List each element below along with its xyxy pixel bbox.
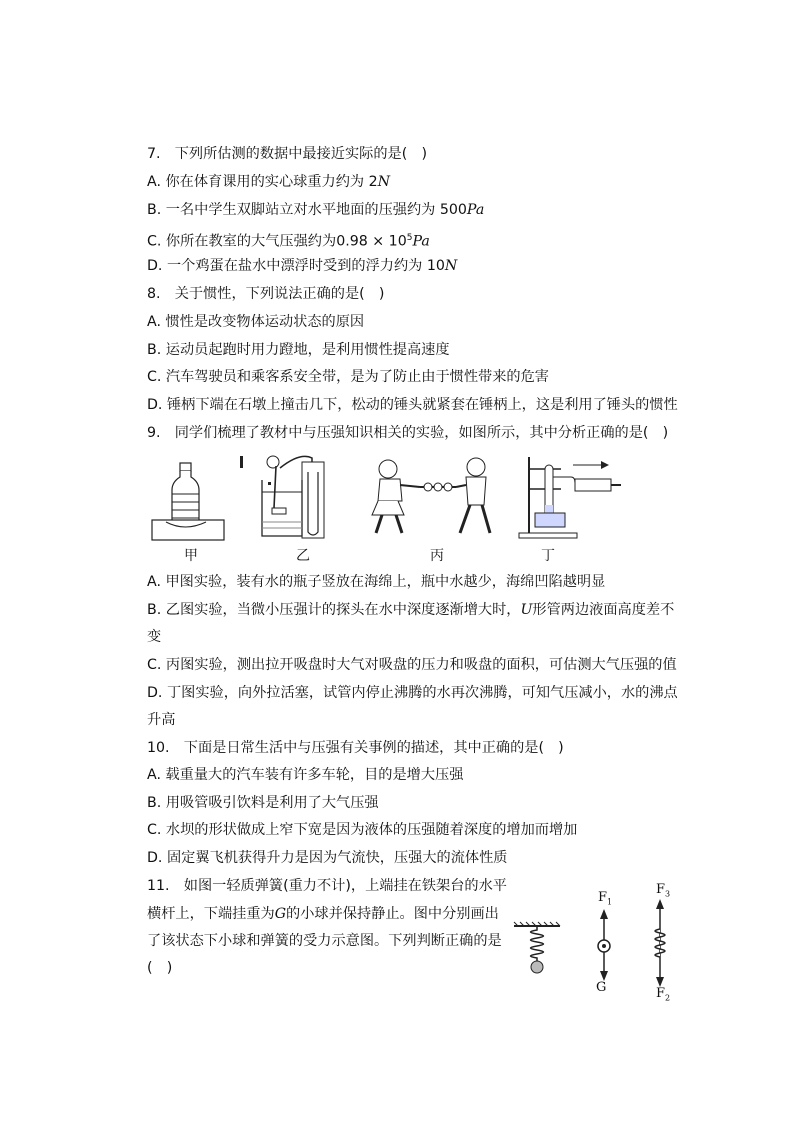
q11-stem-line4: ( ): [147, 960, 173, 976]
q9-option-d: D. 丁图实验，向外拉活塞，试管内停止沸腾的水再次沸腾，可知气压减小，水的沸点: [147, 685, 678, 701]
q9-option-d-cont: 升高: [147, 712, 176, 728]
q7-option-d: D. 一个鸡蛋在盐水中漂浮时受到的浮力约为 10N: [147, 258, 458, 274]
caption-yi: 乙: [296, 548, 310, 564]
caption-jia: 甲: [184, 548, 198, 564]
q10-option-c: C. 水坝的形状做成上窄下宽是因为液体的压强随着深度的增加而增加: [147, 822, 578, 838]
q8-option-c: C. 汽车驾驶员和乘客系安全带，是为了防止由于惯性带来的危害: [147, 369, 549, 385]
q11-stem-line1: 11. 如图一轻质弹簧(重力不计)，上端挂在铁架台的水平: [147, 878, 507, 894]
figure-bottle-on-sponge: [150, 460, 230, 542]
q10-option-b: B. 用吸管吸引饮料是利用了大气压强: [147, 795, 379, 811]
figure-spring-ball: [512, 920, 562, 980]
q8-option-a: A. 惯性是改变物体运动状态的原因: [147, 314, 365, 330]
q10-option-a: A. 载重量大的汽车装有许多车轮，目的是增大压强: [147, 767, 464, 783]
figure-pressure-gauge: [240, 452, 332, 542]
q9-stem: 9. 同学们梳理了教材中与压强知识相关的实验，如图所示，其中分析正确的是( ): [147, 425, 669, 441]
figure-ball-forces: [594, 905, 614, 985]
q10-option-d: D. 固定翼飞机获得升力是因为气流快，压强大的流体性质: [147, 850, 508, 866]
q9-option-b: B. 乙图实验，当微小压强计的探头在水中深度逐渐增大时，U形管两边液面高度差不: [147, 602, 675, 618]
figure-spring-forces: [648, 895, 672, 991]
caption-bing: 丙: [430, 548, 444, 564]
q8-option-d: D. 锤柄下端在石墩上撞击几下，松动的锤头就紧套在锤柄上，这是利用了锤头的惯性: [147, 397, 678, 413]
q10-stem: 10. 下面是日常生活中与压强有关事例的描述，其中正确的是( ): [147, 740, 564, 756]
q7-stem: 7. 下列所估测的数据中最接近实际的是( ): [147, 146, 427, 162]
q11-stem-line3: 了该状态下小球和弹簧的受力示意图。下列判断正确的是: [147, 933, 502, 949]
q8-option-b: B. 运动员起跑时用力蹬地，是利用惯性提高速度: [147, 342, 450, 358]
q11-stem-line2: 横杆上，下端挂重为G的小球并保持静止。图中分别画出: [147, 906, 499, 922]
q9-option-c: C. 丙图实验，测出拉开吸盘时大气对吸盘的压力和吸盘的面积，可估测大气压强的值: [147, 657, 677, 673]
label-f2: $F_2$: [656, 986, 671, 1003]
label-f3: $F_3$: [656, 882, 671, 899]
figure-syringe-boiling: [515, 455, 625, 541]
caption-ding: 丁: [541, 548, 555, 564]
q9-option-b-cont: 变: [147, 629, 162, 645]
figure-suction-cup-pull: [368, 455, 498, 540]
q9-option-a: A. 甲图实验，装有水的瓶子竖放在海绵上，瓶中水越少，海绵凹陷越明显: [147, 574, 606, 590]
q8-stem: 8. 关于惯性，下列说法正确的是( ): [147, 286, 385, 302]
label-f1: $F_1$: [598, 890, 613, 907]
q7-option-a: A. 你在体育课用的实心球重力约为 2N: [147, 174, 391, 190]
label-g: G: [596, 980, 607, 995]
q7-option-c: C. 你所在教室的大气压强约为$0.98 \times 10^5Pa$: [147, 233, 430, 250]
q7-option-b: B. 一名中学生双脚站立对水平地面的压强约为 500Pa: [147, 202, 485, 218]
